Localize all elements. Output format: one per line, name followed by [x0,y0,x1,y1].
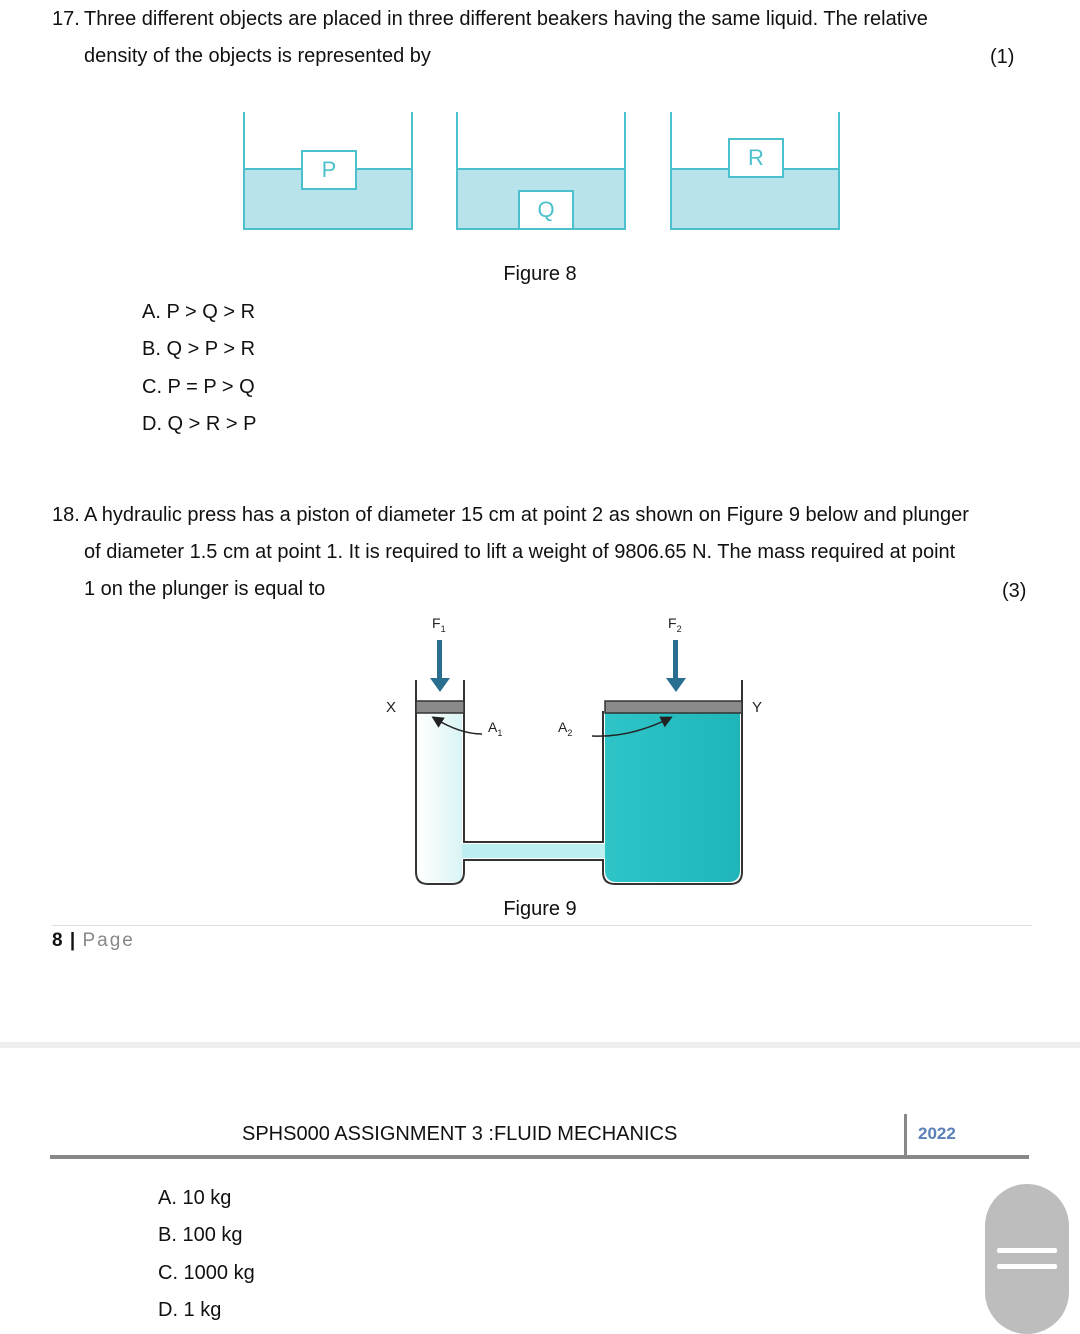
q18-option-a: A. 10 kg [158,1187,232,1209]
label-f1: F [432,615,441,631]
piston-1 [416,701,464,713]
label-f2: F [668,615,677,631]
svg-text:F1: $F_1$ [432,615,446,634]
label-y: Y [752,699,763,716]
figure-9-caption: Figure 9 [503,898,577,920]
label-x: X [386,699,397,716]
q17-option-d: D. Q > R > P [142,413,257,435]
question-18-number: 18. [52,504,80,526]
page-gap [0,1042,1080,1048]
question-18-line-3: 1 on the plunger is equal to [84,578,326,600]
header-separator [904,1114,907,1158]
q17-option-c: C. P = P > Q [142,376,255,398]
figure-9 [370,608,770,893]
page-number: 8 [52,930,63,951]
object-p: P [301,150,357,190]
svg-text:A1: $A_1$ [488,719,503,738]
question-17-line-1: Three different objects are placed in three different beakers having the same liquid. The relative [84,8,928,30]
question-18-line-1: A hydraulic press has a piston of diameter 15 cm at point 2 as shown on Figure 9 below and plunger [84,504,969,526]
object-q: Q [518,190,574,230]
force-arrow-1 [430,678,450,692]
header-year: 2022 [918,1124,956,1143]
beaker-r [670,112,840,230]
page-label: Page [82,930,135,951]
q17-option-b: B. Q > P > R [142,338,256,360]
svg-text:F2: $F_2$ [668,615,682,634]
handle-grip-line-icon [997,1264,1057,1269]
q18-option-b: B. 100 kg [158,1224,243,1246]
question-17-marks: (1) [990,46,1015,68]
svg-text:A2: $A_2$ [558,719,573,738]
q17-option-a: A. P > Q > R [142,301,256,323]
figure-8-caption: Figure 8 [503,263,577,285]
q18-option-d: D. 1 kg [158,1299,222,1321]
question-17-number: 17. [52,8,80,30]
assignment-header-title: SPHS000 ASSIGNMENT 3 :FLUID MECHANICS [242,1123,678,1145]
label-a1: A [488,719,498,735]
header-rule [50,1155,1029,1159]
q18-option-c: C. 1000 kg [158,1262,255,1284]
force-arrow-2 [666,678,686,692]
beaker-p [243,112,413,230]
footer-divider [52,925,1032,926]
label-a2: A [558,719,568,735]
question-17-line-2: density of the objects is represented by [84,45,431,67]
scroll-handle[interactable] [985,1184,1069,1334]
page-separator: | [69,930,76,951]
beaker-q [456,112,626,230]
question-18-line-2: of diameter 1.5 cm at point 1. It is required to lift a weight of 9806.65 N. The mass required at point [84,541,956,563]
object-r: R [728,138,784,178]
handle-grip-line-icon [997,1248,1057,1253]
page-footer [52,930,135,952]
question-18-marks: (3) [1002,580,1027,602]
piston-2 [605,701,742,713]
